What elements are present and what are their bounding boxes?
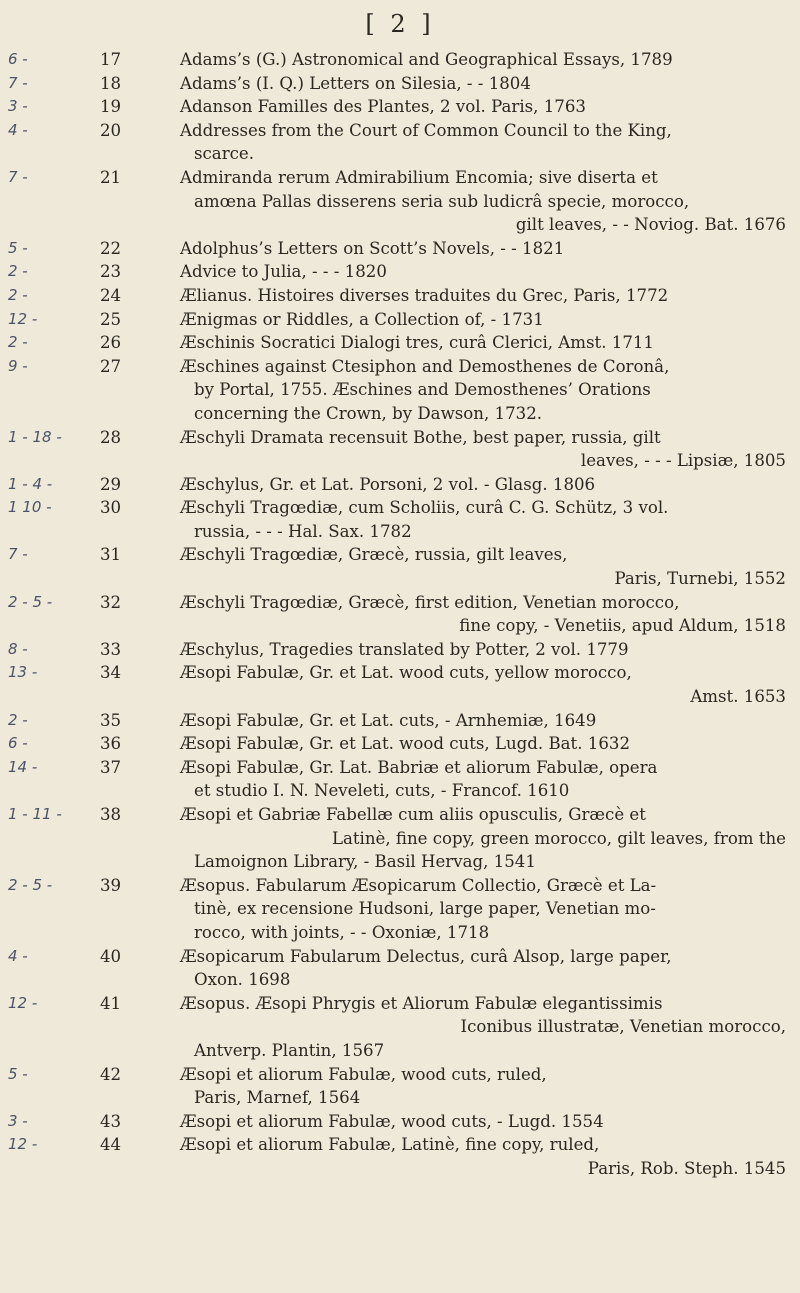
entry-title-line: Addresses from the Court of Common Council to the King, xyxy=(180,120,672,140)
entry-title-line: Æschyli Tragœdiæ, Græcè, russia, gilt leaves, xyxy=(180,545,568,565)
lot-number: 36 xyxy=(100,734,122,754)
margin-price-annotation: 13 - xyxy=(8,663,38,682)
entry-title-line: Adams’s (I. Q.) Letters on Silesia, - - 1804 xyxy=(180,73,531,93)
margin-price-annotation: 7 - xyxy=(8,167,28,186)
lot-number: 34 xyxy=(100,663,122,683)
entry-continuation-line: amœna Pallas disserens seria sub ludicrâ specie, morocco, xyxy=(194,191,690,211)
margin-price-annotation: 3 - xyxy=(8,97,28,116)
entry-continuation-line: Paris, Marnef, 1564 xyxy=(194,1088,361,1108)
lot-number: 19 xyxy=(100,97,122,117)
entry-continuation-line: Antverp. Plantin, 1567 xyxy=(194,1040,385,1060)
entry-continuation-line: fine copy, - Venetiis, apud Aldum, 1518 xyxy=(459,616,786,636)
entry-title-line: Adams’s (G.) Astronomical and Geographical Essays, 1789 xyxy=(180,50,673,69)
lot-number: 30 xyxy=(100,498,122,518)
lot-number: 20 xyxy=(100,120,122,140)
entry-title-line: Æsopi et aliorum Fabulæ, wood cuts, ruled, xyxy=(180,1064,547,1084)
margin-price-annotation: 6 - xyxy=(8,734,28,753)
catalogue-entry xyxy=(0,591,800,638)
catalogue-entry xyxy=(0,48,800,72)
entry-continuation-line: by Portal, 1755. Æschines and Demosthenes’ Orations xyxy=(194,380,651,400)
margin-price-annotation: 2 - xyxy=(8,285,28,304)
entry-continuation-line: Paris, Rob. Steph. 1545 xyxy=(587,1158,786,1178)
margin-price-annotation: 14 - xyxy=(8,757,38,776)
entry-title-line: Admiranda rerum Admirabilium Encomia; sive diserta et xyxy=(180,167,658,187)
catalogue-entries xyxy=(0,48,800,1181)
margin-price-annotation: 12 - xyxy=(8,309,38,328)
catalogue-entry xyxy=(0,308,800,332)
margin-price-annotation: 12 - xyxy=(8,993,38,1012)
catalogue-entry xyxy=(0,992,800,1063)
entry-title-line: Ælianus. Histoires diverses traduites du Grec, Paris, 1772 xyxy=(180,285,669,305)
entry-continuation-line: Paris, Turnebi, 1552 xyxy=(614,569,786,589)
lot-number: 23 xyxy=(100,262,122,282)
margin-price-annotation: 6 - xyxy=(8,50,28,68)
entry-continuation-line: Oxon. 1698 xyxy=(194,970,291,990)
margin-price-annotation: 2 - 5 - xyxy=(8,875,53,894)
entry-title-line: Æschylus, Tragedies translated by Potter, 2 vol. 1779 xyxy=(180,639,629,659)
catalogue-entry xyxy=(0,638,800,662)
catalogue-entry xyxy=(0,1063,800,1110)
lot-number: 38 xyxy=(100,805,122,824)
lot-number: 32 xyxy=(100,592,122,612)
entry-title-line: Æsopi Fabulæ, Gr. et Lat. wood cuts, yellow morocco, xyxy=(180,663,632,683)
margin-price-annotation: 4 - xyxy=(8,946,28,965)
catalogue-entry xyxy=(0,426,800,473)
catalogue-entry xyxy=(0,874,800,945)
lot-number: 42 xyxy=(100,1064,122,1084)
catalogue-entry xyxy=(0,756,800,803)
margin-price-annotation: 8 - xyxy=(8,639,28,658)
entry-title-line: Æsopicarum Fabularum Delectus, curâ Alsop, large paper, xyxy=(180,946,672,966)
entry-title-line: Ænigmas or Riddles, a Collection of, - 1731 xyxy=(180,309,544,329)
margin-price-annotation: 4 - xyxy=(8,120,28,139)
catalogue-entry xyxy=(0,945,800,992)
margin-price-annotation: 1 10 - xyxy=(8,498,52,517)
entry-title-line: Æsopi Fabulæ, Gr. et Lat. cuts, - Arnhemiæ, 1649 xyxy=(180,710,597,730)
catalogue-entry xyxy=(0,355,800,426)
entry-continuation-line: russia, - - - Hal. Sax. 1782 xyxy=(194,521,412,541)
entry-continuation-line: scarce. xyxy=(194,144,255,164)
lot-number: 28 xyxy=(100,427,122,447)
lot-number: 35 xyxy=(100,710,122,730)
entry-continuation-line: Lamoignon Library, - Basil Hervag, 1541 xyxy=(194,852,536,872)
margin-price-annotation: 2 - xyxy=(8,710,28,729)
catalogue-entry xyxy=(0,284,800,308)
lot-number: 18 xyxy=(100,73,122,93)
lot-number: 21 xyxy=(100,167,122,187)
catalogue-entry xyxy=(0,1133,800,1180)
entry-continuation-line: et studio I. N. Neveleti, cuts, - Francof. 1610 xyxy=(194,781,570,801)
entry-title-line: Æschyli Tragœdiæ, cum Scholiis, curâ C. G. Schütz, 3 vol. xyxy=(180,498,669,518)
entry-title-line: Æsopi et aliorum Fabulæ, Latinè, fine copy, ruled, xyxy=(180,1135,600,1155)
entry-title-line: Æsopus. Fabularum Æsopicarum Collectio, Græcè et La- xyxy=(180,875,657,895)
entry-continuation-line: rocco, with joints, - - Oxoniæ, 1718 xyxy=(194,922,490,942)
lot-number: 24 xyxy=(100,285,122,305)
catalogue-entry xyxy=(0,661,800,708)
lot-number: 17 xyxy=(100,50,122,69)
catalogue-entry xyxy=(0,166,800,237)
entry-title-line: Æschinis Socratici Dialogi tres, curâ Clerici, Amst. 1711 xyxy=(180,333,654,353)
lot-number: 31 xyxy=(100,545,122,565)
entry-continuation-line: Iconibus illustratæ, Venetian morocco, xyxy=(460,1017,786,1037)
entry-continuation-line: tinè, ex recensione Hudsoni, large paper, Venetian mo- xyxy=(194,899,656,919)
entry-title-line: Æsopi Fabulæ, Gr. et Lat. wood cuts, Lugd. Bat. 1632 xyxy=(180,734,630,754)
lot-number: 27 xyxy=(100,356,122,376)
margin-price-annotation: 7 - xyxy=(8,545,28,564)
margin-price-annotation: 1 - 18 - xyxy=(8,427,62,446)
margin-price-annotation: 3 - xyxy=(8,1111,28,1130)
entry-title-line: Æschines against Ctesiphon and Demosthenes de Coronâ, xyxy=(180,356,670,376)
lot-number: 25 xyxy=(100,309,122,329)
lot-number: 40 xyxy=(100,946,122,966)
lot-number: 41 xyxy=(100,993,122,1013)
entry-title-line: Æsopus. Æsopi Phrygis et Aliorum Fabulæ elegantissimis xyxy=(180,993,663,1013)
entry-title-line: Æschyli Dramata recensuit Bothe, best paper, russia, gilt xyxy=(180,427,661,447)
margin-price-annotation: 2 - 5 - xyxy=(8,592,53,611)
margin-price-annotation: 7 - xyxy=(8,73,28,92)
entry-title-line: Advice to Julia, - - - 1820 xyxy=(180,262,387,282)
margin-price-annotation: 9 - xyxy=(8,356,28,375)
lot-number: 43 xyxy=(100,1111,122,1131)
entry-title-line: Adolphus’s Letters on Scott’s Novels, - - 1821 xyxy=(180,238,565,258)
catalogue-entry xyxy=(0,709,800,733)
entry-continuation-line: Amst. 1653 xyxy=(690,687,786,707)
lot-number: 29 xyxy=(100,474,122,494)
lot-number: 44 xyxy=(100,1135,122,1155)
catalogue-entry xyxy=(0,331,800,355)
lot-number: 37 xyxy=(100,757,122,777)
catalogue-entry xyxy=(0,119,800,166)
catalogue-entry xyxy=(0,260,800,284)
catalogue-entry xyxy=(0,95,800,119)
lot-number: 26 xyxy=(100,333,122,353)
entry-continuation-line: gilt leaves, - - Noviog. Bat. 1676 xyxy=(515,215,786,235)
catalogue-entry xyxy=(0,732,800,756)
page-number-header: [ 2 ] xyxy=(365,10,435,38)
lot-number: 22 xyxy=(100,238,122,258)
catalogue-entry xyxy=(0,72,800,96)
entry-title-line: Æsopi Fabulæ, Gr. Lat. Babriæ et aliorum Fabulæ, opera xyxy=(180,757,658,777)
entry-title-line: Adanson Familles des Plantes, 2 vol. Paris, 1763 xyxy=(180,97,586,117)
entry-title-line: Æsopi et Gabriæ Fabellæ cum aliis opusculis, Græcè et xyxy=(180,805,646,824)
entry-title-line: Æsopi et aliorum Fabulæ, wood cuts, - Lugd. 1554 xyxy=(180,1111,604,1131)
catalogue-entry xyxy=(0,1110,800,1134)
lot-number: 33 xyxy=(100,639,122,659)
catalogue-entry xyxy=(0,543,800,590)
catalogue-entry xyxy=(0,473,800,497)
lot-number: 39 xyxy=(100,875,122,895)
margin-price-annotation: 5 - xyxy=(8,238,28,257)
entry-continuation-line: leaves, - - - Lipsiæ, 1805 xyxy=(580,451,786,471)
margin-price-annotation: 1 - 4 - xyxy=(8,474,53,493)
margin-price-annotation: 2 - xyxy=(8,333,28,352)
margin-price-annotation: 1 - 11 - xyxy=(8,805,62,823)
catalogue-entry xyxy=(0,803,800,874)
entry-title-line: Æschyli Tragœdiæ, Græcè, first edition, Venetian morocco, xyxy=(180,592,680,612)
entry-continuation-line: Latinè, fine copy, green morocco, gilt leaves, from the xyxy=(331,828,786,848)
entry-title-line: Æschylus, Gr. et Lat. Porsoni, 2 vol. - Glasg. 1806 xyxy=(180,474,596,494)
entry-continuation-line: concerning the Crown, by Dawson, 1732. xyxy=(194,403,543,423)
margin-price-annotation: 12 - xyxy=(8,1135,38,1154)
margin-price-annotation: 5 - xyxy=(8,1064,28,1083)
margin-price-annotation: 2 - xyxy=(8,262,28,281)
catalogue-entry xyxy=(0,496,800,543)
catalogue-entry xyxy=(0,237,800,261)
